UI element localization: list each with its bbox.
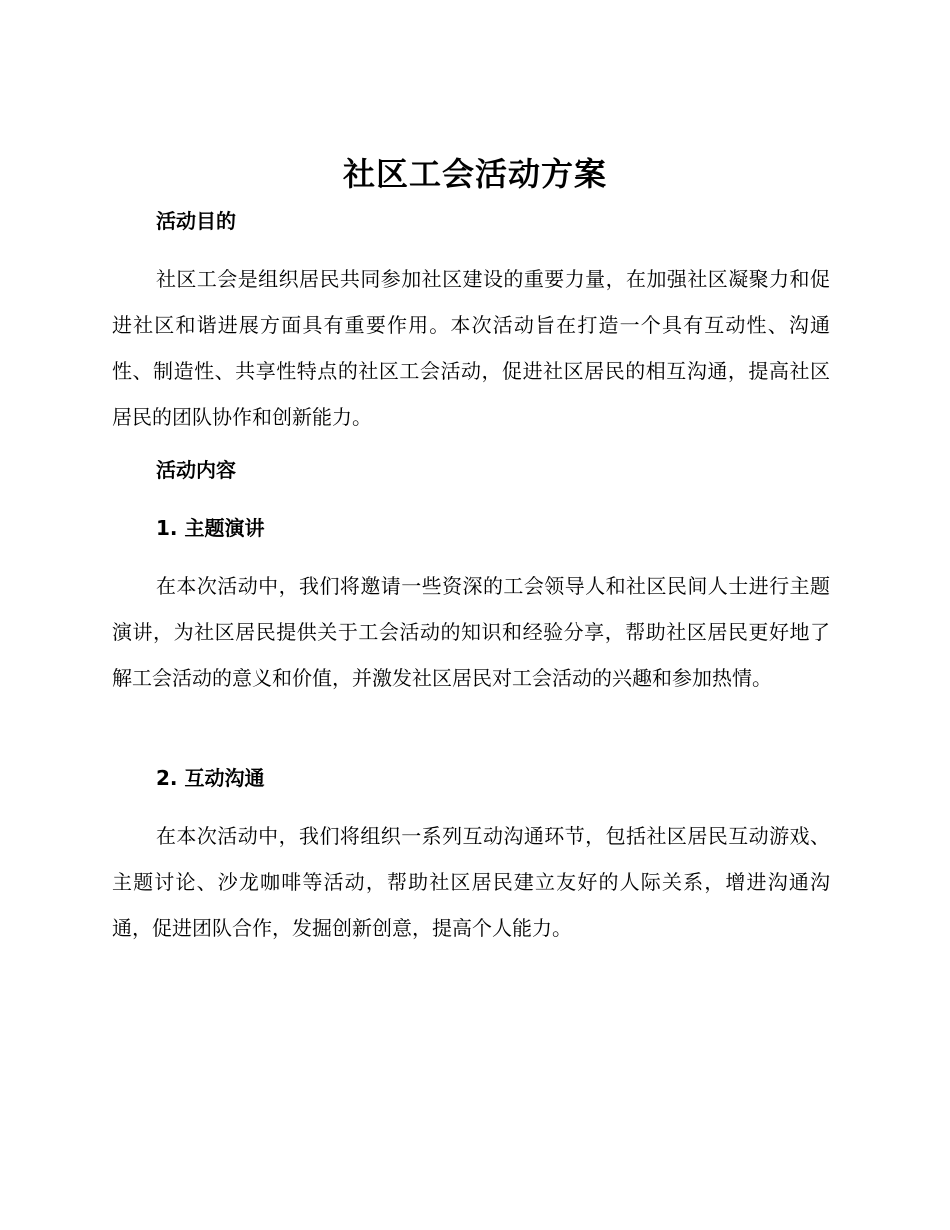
section-paragraph-interaction: 在本次活动中，我们将组织一系列互动沟通环节，包括社区居民互动游戏、主题讨论、沙龙咖啡等活动，帮助社区居民建立友好的人际关系，增进沟通沟通，促进团队合作，发掘创新创意，提高个人能力。: [112, 824, 830, 940]
section-heading-purpose: 活动目的: [156, 209, 236, 233]
section-paragraph-purpose: 社区工会是组织居民共同参加社区建设的重要力量，在加强社区凝聚力和促进社区和谐进展方面具有重要作用。本次活动旨在打造一个具有互动性、沟通性、制造性、共享性特点的社区工会活动，促进社区居民的相互沟通，提高社区居民的团队协作和创新能力。: [112, 267, 830, 429]
section-heading-content: 活动内容: [156, 458, 236, 482]
section-paragraph-keynote: 在本次活动中，我们将邀请一些资深的工会领导人和社区民间人士进行主题演讲，为社区居民提供关于工会活动的知识和经验分享，帮助社区居民更好地了解工会活动的意义和价值，并激发社区居民对工会活动的兴趣和参加热情。: [112, 574, 830, 690]
section-heading-interaction: 2. 互动沟通: [156, 766, 265, 790]
section-heading-keynote: 1. 主题演讲: [156, 516, 265, 540]
document-title: 社区工会活动方案: [342, 155, 607, 193]
